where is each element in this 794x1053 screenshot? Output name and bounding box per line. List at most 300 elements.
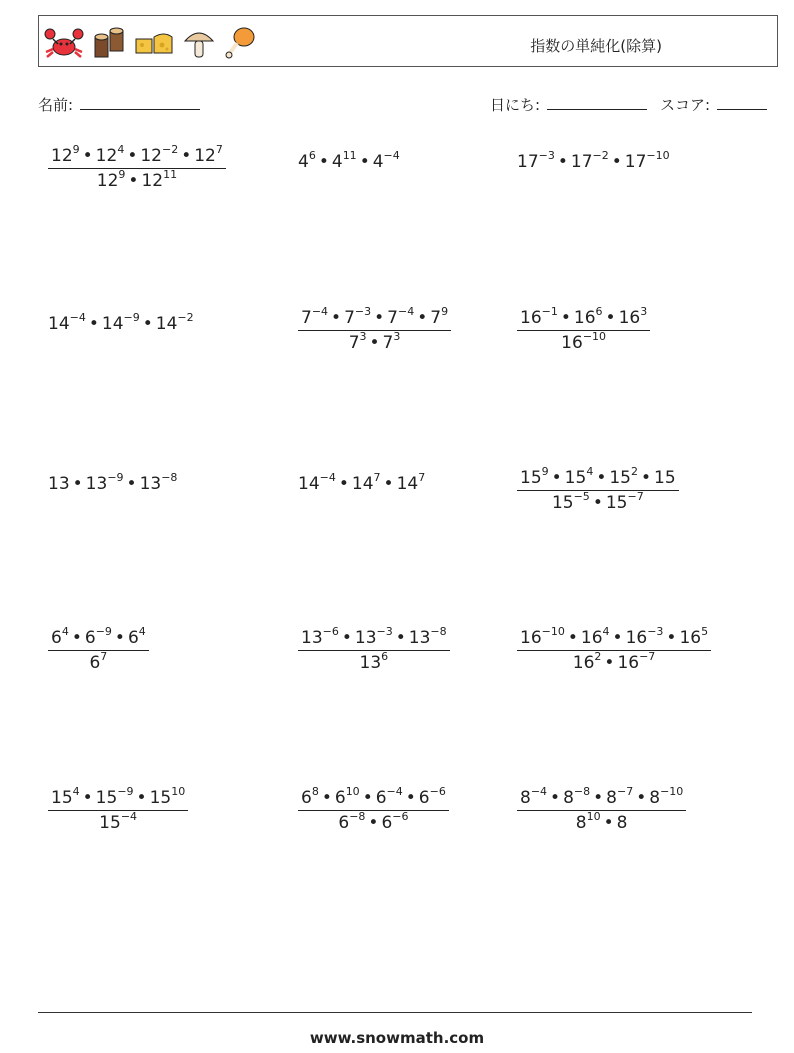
exponent: −7 — [639, 650, 656, 663]
multiply-dot: • — [611, 152, 622, 172]
problem-4 — [48, 311, 194, 334]
power-term — [570, 149, 609, 172]
name-blank[interactable] — [80, 95, 200, 110]
multiply-dot: • — [383, 474, 394, 494]
problem-7 — [48, 471, 178, 494]
base: 13 — [408, 628, 431, 648]
base: 6 — [381, 813, 393, 833]
base: 13 — [139, 474, 162, 494]
fraction — [298, 625, 450, 673]
power-term — [430, 305, 449, 328]
exponent: 4 — [586, 465, 594, 478]
exponent: −4 — [530, 785, 548, 798]
score-label: スコア: — [660, 96, 711, 114]
power-term — [140, 143, 179, 166]
multiply-dot: • — [368, 813, 379, 833]
numerator — [48, 143, 226, 169]
base: 4 — [331, 152, 343, 172]
denominator — [298, 811, 449, 833]
power-term — [127, 625, 146, 648]
multiply-dot: • — [82, 788, 93, 808]
exponent: 6 — [381, 650, 389, 663]
power-term — [344, 305, 372, 328]
score-field — [660, 94, 767, 115]
date-field — [490, 94, 647, 115]
multiply-dot: • — [72, 474, 83, 494]
exponent: 4 — [61, 625, 69, 638]
base: 15 — [51, 788, 73, 808]
power-term — [155, 311, 194, 334]
drumstick-icon — [224, 25, 258, 61]
base: 6 — [375, 788, 387, 808]
multiply-dot: • — [321, 788, 332, 808]
base: 14 — [298, 474, 320, 494]
power-term — [617, 813, 628, 833]
base: 17 — [517, 152, 539, 172]
power-term — [606, 785, 634, 808]
exponent: 7 — [100, 650, 108, 663]
denominator — [517, 811, 686, 833]
exponent: −3 — [538, 149, 555, 162]
exponent: 5 — [701, 625, 709, 638]
exponent: −1 — [541, 305, 558, 318]
multiply-dot: • — [604, 653, 615, 673]
power-term — [89, 650, 108, 673]
power-term — [580, 625, 610, 648]
name-field — [38, 94, 200, 115]
footer-url: www.snowmath.com — [309, 1029, 485, 1047]
power-term — [520, 785, 548, 808]
exponent: 9 — [541, 465, 549, 478]
power-term — [381, 810, 409, 833]
power-term — [334, 785, 360, 808]
exponent: −2 — [592, 149, 609, 162]
base: 16 — [679, 628, 702, 648]
multiply-dot: • — [567, 628, 578, 648]
fraction — [48, 625, 149, 673]
base: 12 — [141, 171, 164, 191]
power-term — [372, 149, 400, 172]
exponent: −6 — [322, 625, 339, 638]
multiply-dot: • — [605, 308, 616, 328]
base: 16 — [618, 308, 641, 328]
power-term — [575, 810, 601, 833]
base: 8 — [575, 813, 587, 833]
problem-6 — [517, 305, 650, 353]
power-term — [139, 471, 178, 494]
multiply-dot: • — [362, 788, 373, 808]
power-term — [520, 625, 565, 648]
exponent: −4 — [311, 305, 329, 318]
multiply-dot: • — [374, 308, 385, 328]
exponent: 10 — [171, 785, 186, 798]
base: 7 — [344, 308, 355, 328]
denominator — [298, 331, 451, 353]
base: 15 — [99, 813, 121, 833]
problem-2 — [298, 149, 400, 172]
base: 14 — [396, 474, 419, 494]
multiply-dot: • — [126, 474, 137, 494]
multiply-dot: • — [557, 152, 568, 172]
multiply-dot: • — [88, 314, 99, 334]
multiply-dot: • — [596, 468, 607, 488]
crab-icon — [44, 25, 84, 61]
denominator — [517, 651, 711, 673]
base: 6 — [127, 628, 139, 648]
exponent: −4 — [386, 785, 403, 798]
power-term — [338, 810, 366, 833]
exponent: 10 — [586, 810, 601, 823]
power-term — [101, 311, 140, 334]
exponent: −4 — [120, 810, 138, 823]
power-term — [95, 143, 125, 166]
power-term — [141, 168, 178, 191]
log-icon — [92, 25, 126, 61]
power-term — [375, 785, 403, 808]
date-label: 日にち: — [490, 96, 541, 114]
exponent: 3 — [359, 330, 367, 343]
base: 6 — [89, 653, 101, 673]
multiply-dot: • — [128, 171, 139, 191]
exponent: 2 — [630, 465, 638, 478]
base: 15 — [149, 788, 172, 808]
denominator — [298, 651, 450, 673]
power-term — [382, 330, 401, 353]
power-term — [605, 490, 644, 513]
power-term — [354, 625, 393, 648]
problem-9 — [517, 465, 679, 513]
power-term — [48, 311, 86, 334]
power-term — [387, 305, 415, 328]
multiply-dot: • — [593, 788, 604, 808]
power-term — [517, 149, 555, 172]
exponent: 3 — [640, 305, 648, 318]
base: 15 — [654, 468, 676, 488]
multiply-dot: • — [338, 474, 349, 494]
exponent: 11 — [163, 168, 178, 181]
power-term — [561, 330, 607, 353]
exponent: −4 — [383, 149, 400, 162]
problem-12 — [517, 625, 711, 673]
fraction — [517, 785, 686, 833]
multiply-dot: • — [181, 146, 192, 166]
power-term — [572, 650, 602, 673]
multiply-dot: • — [551, 468, 562, 488]
problem-14 — [298, 785, 449, 833]
base: 8 — [606, 788, 617, 808]
base: 7 — [301, 308, 312, 328]
power-term — [573, 305, 603, 328]
exponent: −10 — [646, 149, 670, 162]
problem-3 — [517, 149, 670, 172]
denominator — [48, 651, 149, 673]
base: 12 — [96, 171, 119, 191]
numerator — [517, 785, 686, 811]
exponent: 4 — [117, 143, 125, 156]
power-term — [551, 490, 590, 513]
exponent: 11 — [342, 149, 357, 162]
fraction — [48, 143, 226, 191]
footer-divider — [38, 1012, 752, 1013]
multiply-dot: • — [592, 493, 603, 513]
exponent: −7 — [616, 785, 634, 798]
power-term — [301, 305, 329, 328]
exponent: 9 — [72, 143, 80, 156]
power-term — [520, 305, 558, 328]
exponent: −8 — [430, 625, 447, 638]
base: 7 — [430, 308, 442, 328]
power-term — [85, 471, 124, 494]
header-icons — [44, 24, 258, 62]
denominator — [517, 491, 679, 513]
problem-11 — [298, 625, 450, 673]
exponent: −5 — [573, 490, 590, 503]
cheese-icon — [134, 25, 174, 61]
base: 17 — [570, 152, 593, 172]
denominator — [48, 169, 226, 191]
exponent: −3 — [376, 625, 393, 638]
multiply-dot: • — [71, 628, 82, 648]
exponent: −2 — [177, 311, 194, 324]
base: 16 — [520, 308, 542, 328]
numerator — [517, 465, 679, 491]
base: 13 — [359, 653, 382, 673]
exponent: 9 — [441, 305, 449, 318]
exponent: −10 — [541, 625, 565, 638]
power-term — [359, 650, 389, 673]
base: 13 — [48, 474, 70, 494]
base: 16 — [572, 653, 595, 673]
exponent: −10 — [582, 330, 607, 343]
base: 12 — [140, 146, 162, 166]
exponent: −9 — [117, 785, 134, 798]
fraction — [48, 785, 188, 833]
numerator — [48, 625, 149, 651]
multiply-dot: • — [417, 308, 428, 328]
power-term — [298, 149, 316, 172]
exponent: −8 — [573, 785, 591, 798]
base: 8 — [649, 788, 661, 808]
base: 7 — [348, 333, 360, 353]
base: 8 — [520, 788, 531, 808]
base: 14 — [155, 314, 178, 334]
power-term — [96, 168, 126, 191]
power-term — [348, 330, 367, 353]
exponent: −10 — [660, 785, 684, 798]
multiply-dot: • — [114, 628, 125, 648]
date-blank[interactable] — [547, 95, 647, 110]
base: 15 — [520, 468, 542, 488]
power-term — [51, 625, 69, 648]
power-term — [408, 625, 447, 648]
power-term — [51, 785, 80, 808]
multiply-dot: • — [603, 813, 614, 833]
multiply-dot: • — [136, 788, 147, 808]
fraction — [517, 305, 650, 353]
base: 6 — [334, 788, 346, 808]
numerator — [298, 305, 451, 331]
exponent: −3 — [647, 625, 664, 638]
power-term — [679, 625, 709, 648]
base: 12 — [51, 146, 73, 166]
multiply-dot: • — [142, 314, 153, 334]
power-term — [51, 143, 80, 166]
base: 15 — [95, 788, 118, 808]
base: 4 — [372, 152, 384, 172]
numerator — [298, 785, 449, 811]
base: 14 — [351, 474, 374, 494]
power-term — [654, 468, 676, 488]
power-term — [298, 471, 336, 494]
base: 7 — [382, 333, 394, 353]
base: 6 — [338, 813, 350, 833]
exponent: −4 — [397, 305, 415, 318]
base: 14 — [101, 314, 124, 334]
base: 17 — [624, 152, 647, 172]
fraction — [517, 465, 679, 513]
multiply-dot: • — [369, 333, 380, 353]
header-box — [38, 15, 778, 67]
base: 6 — [84, 628, 96, 648]
exponent: −9 — [123, 311, 140, 324]
exponent: 9 — [118, 168, 126, 181]
power-term — [396, 471, 426, 494]
problem-8 — [298, 471, 426, 494]
exponent: 4 — [72, 785, 80, 798]
problem-13 — [48, 785, 188, 833]
power-term — [194, 143, 223, 166]
problem-10 — [48, 625, 149, 673]
multiply-dot: • — [636, 788, 647, 808]
power-term — [331, 149, 357, 172]
power-term — [609, 465, 638, 488]
multiply-dot: • — [405, 788, 416, 808]
power-term — [617, 650, 656, 673]
base: 15 — [605, 493, 628, 513]
base: 14 — [48, 314, 70, 334]
exponent: 6 — [595, 305, 603, 318]
base: 6 — [51, 628, 62, 648]
multiply-dot: • — [666, 628, 677, 648]
base: 12 — [95, 146, 118, 166]
base: 16 — [617, 653, 640, 673]
numerator — [517, 305, 650, 331]
base: 16 — [580, 628, 603, 648]
exponent: −6 — [429, 785, 446, 798]
power-term — [618, 305, 648, 328]
multiply-dot: • — [395, 628, 406, 648]
numerator — [517, 625, 711, 651]
base: 15 — [551, 493, 574, 513]
exponent: −6 — [392, 810, 409, 823]
power-term — [99, 810, 138, 833]
exponent: −8 — [161, 471, 178, 484]
power-term — [48, 474, 70, 494]
power-term — [418, 785, 446, 808]
multiply-dot: • — [640, 468, 652, 488]
power-term — [84, 625, 112, 648]
power-term — [563, 785, 591, 808]
fraction — [298, 785, 449, 833]
base: 15 — [609, 468, 631, 488]
power-term — [351, 471, 381, 494]
exponent: 2 — [594, 650, 602, 663]
base: 15 — [564, 468, 587, 488]
exponent: 4 — [602, 625, 610, 638]
base: 13 — [301, 628, 323, 648]
base: 12 — [194, 146, 216, 166]
base: 16 — [573, 308, 596, 328]
problem-15 — [517, 785, 686, 833]
exponent: 10 — [345, 785, 360, 798]
multiply-dot: • — [560, 308, 571, 328]
base: 13 — [85, 474, 108, 494]
exponent: −9 — [107, 471, 124, 484]
multiply-dot: • — [550, 788, 561, 808]
mushroom-icon — [182, 25, 216, 61]
power-term — [301, 785, 319, 808]
exponent: −3 — [354, 305, 372, 318]
multiply-dot: • — [331, 308, 342, 328]
power-term — [624, 149, 670, 172]
base: 6 — [418, 788, 430, 808]
exponent: −4 — [319, 471, 336, 484]
power-term — [95, 785, 134, 808]
power-term — [564, 465, 594, 488]
exponent: −9 — [95, 625, 112, 638]
exponent: 4 — [138, 625, 146, 638]
base: 8 — [616, 813, 628, 833]
multiply-dot: • — [359, 152, 370, 172]
numerator — [298, 625, 450, 651]
exponent: −8 — [349, 810, 366, 823]
multiply-dot: • — [127, 146, 138, 166]
fraction — [517, 625, 711, 673]
exponent: −4 — [69, 311, 86, 324]
problem-1 — [48, 143, 226, 191]
base: 8 — [563, 788, 574, 808]
base: 4 — [298, 152, 309, 172]
multiply-dot: • — [82, 146, 93, 166]
multiply-dot: • — [341, 628, 352, 648]
exponent: 7 — [215, 143, 223, 156]
power-term — [625, 625, 664, 648]
problem-5 — [298, 305, 451, 353]
base: 16 — [520, 628, 542, 648]
worksheet-title: 指数の単純化(除算) — [530, 37, 662, 55]
base: 13 — [354, 628, 377, 648]
power-term — [649, 785, 684, 808]
fraction — [298, 305, 451, 353]
exponent: 6 — [308, 149, 316, 162]
name-label: 名前: — [38, 96, 74, 114]
denominator — [48, 811, 188, 833]
score-blank[interactable] — [717, 95, 767, 110]
base: 6 — [301, 788, 312, 808]
denominator — [517, 331, 650, 353]
exponent: −2 — [161, 143, 179, 156]
multiply-dot: • — [318, 152, 329, 172]
exponent: −7 — [627, 490, 644, 503]
multiply-dot: • — [612, 628, 623, 648]
exponent: 8 — [311, 785, 319, 798]
power-term — [149, 785, 186, 808]
numerator — [48, 785, 188, 811]
exponent: 7 — [373, 471, 381, 484]
power-term — [520, 465, 549, 488]
exponent: 7 — [418, 471, 426, 484]
exponent: 3 — [393, 330, 401, 343]
